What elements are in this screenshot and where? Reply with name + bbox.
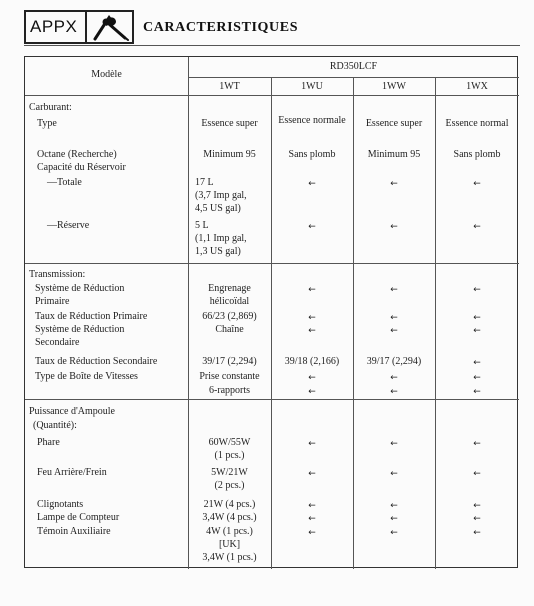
row-label-totale: —Totale	[47, 177, 82, 188]
row-label-taux-primaire: Taux de Réduction Primaire	[35, 311, 148, 322]
same-arrow-icon: ←	[308, 501, 316, 511]
row-label-feu-arriere: Feu Arrière/Frein	[37, 467, 107, 478]
section-heading-ampoule-2: (Quantité):	[33, 420, 77, 431]
octane-value-1wx: Sans plomb	[453, 149, 501, 160]
row-label-reduction-secondaire-2: Secondaire	[35, 337, 80, 348]
same-arrow-icon: ←	[390, 285, 398, 295]
taux-secondaire-value-1wu: 39/18 (2,166)	[284, 356, 340, 367]
same-arrow-icon: ←	[308, 313, 316, 323]
row-label-reserve: —Réserve	[47, 220, 90, 231]
clignotants-value: 21W (4 pcs.)	[203, 499, 256, 510]
phare-value-1: 60W/55W	[208, 437, 251, 448]
same-arrow-icon: ←	[308, 326, 316, 336]
same-arrow-icon: ←	[390, 222, 398, 232]
column-header-1wu: 1WU	[301, 81, 323, 92]
row-label-boite-vitesses: Type de Boîte de Vitesses	[35, 371, 138, 382]
taux-secondaire-value-1ww: 39/17 (2,294)	[366, 356, 422, 367]
same-arrow-icon: ←	[308, 528, 316, 538]
reserve-value-line1: 5 L	[195, 220, 209, 231]
same-arrow-icon: ←	[473, 514, 481, 524]
same-arrow-icon: ←	[473, 313, 481, 323]
reserve-value-line3: 1,3 US gal)	[195, 246, 241, 257]
lampe-value: 3,4W (4 pcs.)	[202, 512, 257, 523]
row-label-capacite: Capacité du Réservoir	[37, 162, 126, 173]
same-arrow-icon: ←	[308, 439, 316, 449]
same-arrow-icon: ←	[473, 326, 481, 336]
same-arrow-icon: ←	[308, 514, 316, 524]
column-header-1wx: 1WX	[466, 81, 488, 92]
type-value-1wu: Essence normale	[278, 115, 346, 126]
taux-primaire-value: 66/23 (2,869)	[202, 311, 257, 322]
same-arrow-icon: ←	[390, 326, 398, 336]
same-arrow-icon: ←	[308, 222, 316, 232]
octane-value-1wu: Sans plomb	[288, 149, 336, 160]
reserve-value-line2: (1,1 Imp gal,	[195, 233, 247, 244]
page-header	[0, 0, 534, 52]
same-arrow-icon: ←	[390, 469, 398, 479]
badge-divider	[85, 12, 87, 42]
totale-value-line3: 4,5 US gal)	[195, 203, 241, 214]
model-header-divider	[188, 77, 519, 78]
page-title: CARACTERISTIQUES	[143, 20, 299, 35]
boite-value-2: 6-rapports	[208, 385, 251, 396]
feu-value-2: (2 pcs.)	[214, 480, 245, 491]
same-arrow-icon: ←	[473, 358, 481, 368]
octane-value-1ww: Minimum 95	[367, 149, 421, 160]
same-arrow-icon: ←	[308, 469, 316, 479]
type-value-1ww: Essence super	[365, 118, 423, 129]
model-label: Modèle	[91, 69, 122, 80]
same-arrow-icon: ←	[473, 528, 481, 538]
column-header-1wt: 1WT	[219, 81, 240, 92]
same-arrow-icon: ←	[308, 387, 316, 397]
phare-value-2: (1 pcs.)	[214, 450, 245, 461]
octane-value-1wt: Minimum 95	[203, 149, 256, 160]
same-arrow-icon: ←	[473, 222, 481, 232]
row-label-temoin-auxiliaire: Témoin Auxiliaire	[37, 526, 111, 537]
section-heading-ampoule: Puissance d'Ampoule	[29, 406, 115, 417]
row-label-reduction-secondaire: Système de Réduction	[35, 324, 125, 335]
same-arrow-icon: ←	[390, 528, 398, 538]
row-label-type: Type	[37, 118, 57, 129]
same-arrow-icon: ←	[473, 439, 481, 449]
same-arrow-icon: ←	[308, 179, 316, 189]
row-label-taux-secondaire: Taux de Réduction Secondaire	[35, 356, 158, 367]
same-arrow-icon: ←	[390, 501, 398, 511]
same-arrow-icon: ←	[473, 285, 481, 295]
feu-value-1: 5W/21W	[211, 467, 248, 478]
spec-table	[24, 56, 518, 568]
same-arrow-icon: ←	[390, 313, 398, 323]
section-divider	[25, 399, 519, 400]
appx-badge	[24, 10, 134, 44]
row-label-phare: Phare	[37, 437, 60, 448]
section-divider	[25, 263, 519, 264]
type-value-1wx: Essence normal	[445, 118, 509, 129]
type-value-1wt: Essence super	[201, 118, 258, 129]
same-arrow-icon: ←	[390, 179, 398, 189]
totale-value-line1: 17 L	[195, 177, 214, 188]
same-arrow-icon: ←	[390, 373, 398, 383]
taux-secondaire-value-1wt: 39/17 (2,294)	[202, 356, 257, 367]
temoin-value-1: 4W (1 pcs.)	[206, 526, 253, 537]
same-arrow-icon: ←	[473, 501, 481, 511]
same-arrow-icon: ←	[473, 373, 481, 383]
same-arrow-icon: ←	[308, 285, 316, 295]
same-arrow-icon: ←	[390, 514, 398, 524]
section-heading-transmission: Transmission:	[29, 269, 86, 280]
model-name: RD350LCF	[329, 61, 378, 72]
same-arrow-icon: ←	[473, 387, 481, 397]
same-arrow-icon: ←	[308, 373, 316, 383]
row-label-reduction-primaire-2: Primaire	[35, 296, 70, 307]
same-arrow-icon: ←	[473, 179, 481, 189]
row-label-clignotants: Clignotants	[37, 499, 84, 510]
temoin-value-3: 3,4W (1 pcs.)	[202, 552, 257, 563]
same-arrow-icon: ←	[473, 469, 481, 479]
title-underline	[24, 45, 520, 46]
section-heading-carburant: Carburant:	[29, 102, 72, 113]
appx-label: APPX	[30, 17, 78, 36]
same-arrow-icon: ←	[390, 387, 398, 397]
reduction-primaire-value-1: Engrenage	[208, 283, 251, 294]
boite-value-1: Prise constante	[199, 371, 260, 382]
reduction-secondaire-value: Chaîne	[215, 324, 244, 335]
reduction-primaire-value-2: hélicoïdal	[209, 296, 250, 307]
temoin-value-2: [UK]	[218, 539, 241, 550]
row-label-reduction-primaire: Système de Réduction	[35, 283, 125, 294]
tools-icon	[89, 13, 131, 41]
header-bottom-rule	[25, 95, 519, 96]
row-label-octane: Octane (Recherche)	[37, 149, 117, 160]
totale-value-line2: (3,7 Imp gal,	[195, 190, 247, 201]
column-header-1ww: 1WW	[382, 81, 406, 92]
same-arrow-icon: ←	[390, 439, 398, 449]
row-label-lampe-compteur: Lampe de Compteur	[37, 512, 120, 523]
